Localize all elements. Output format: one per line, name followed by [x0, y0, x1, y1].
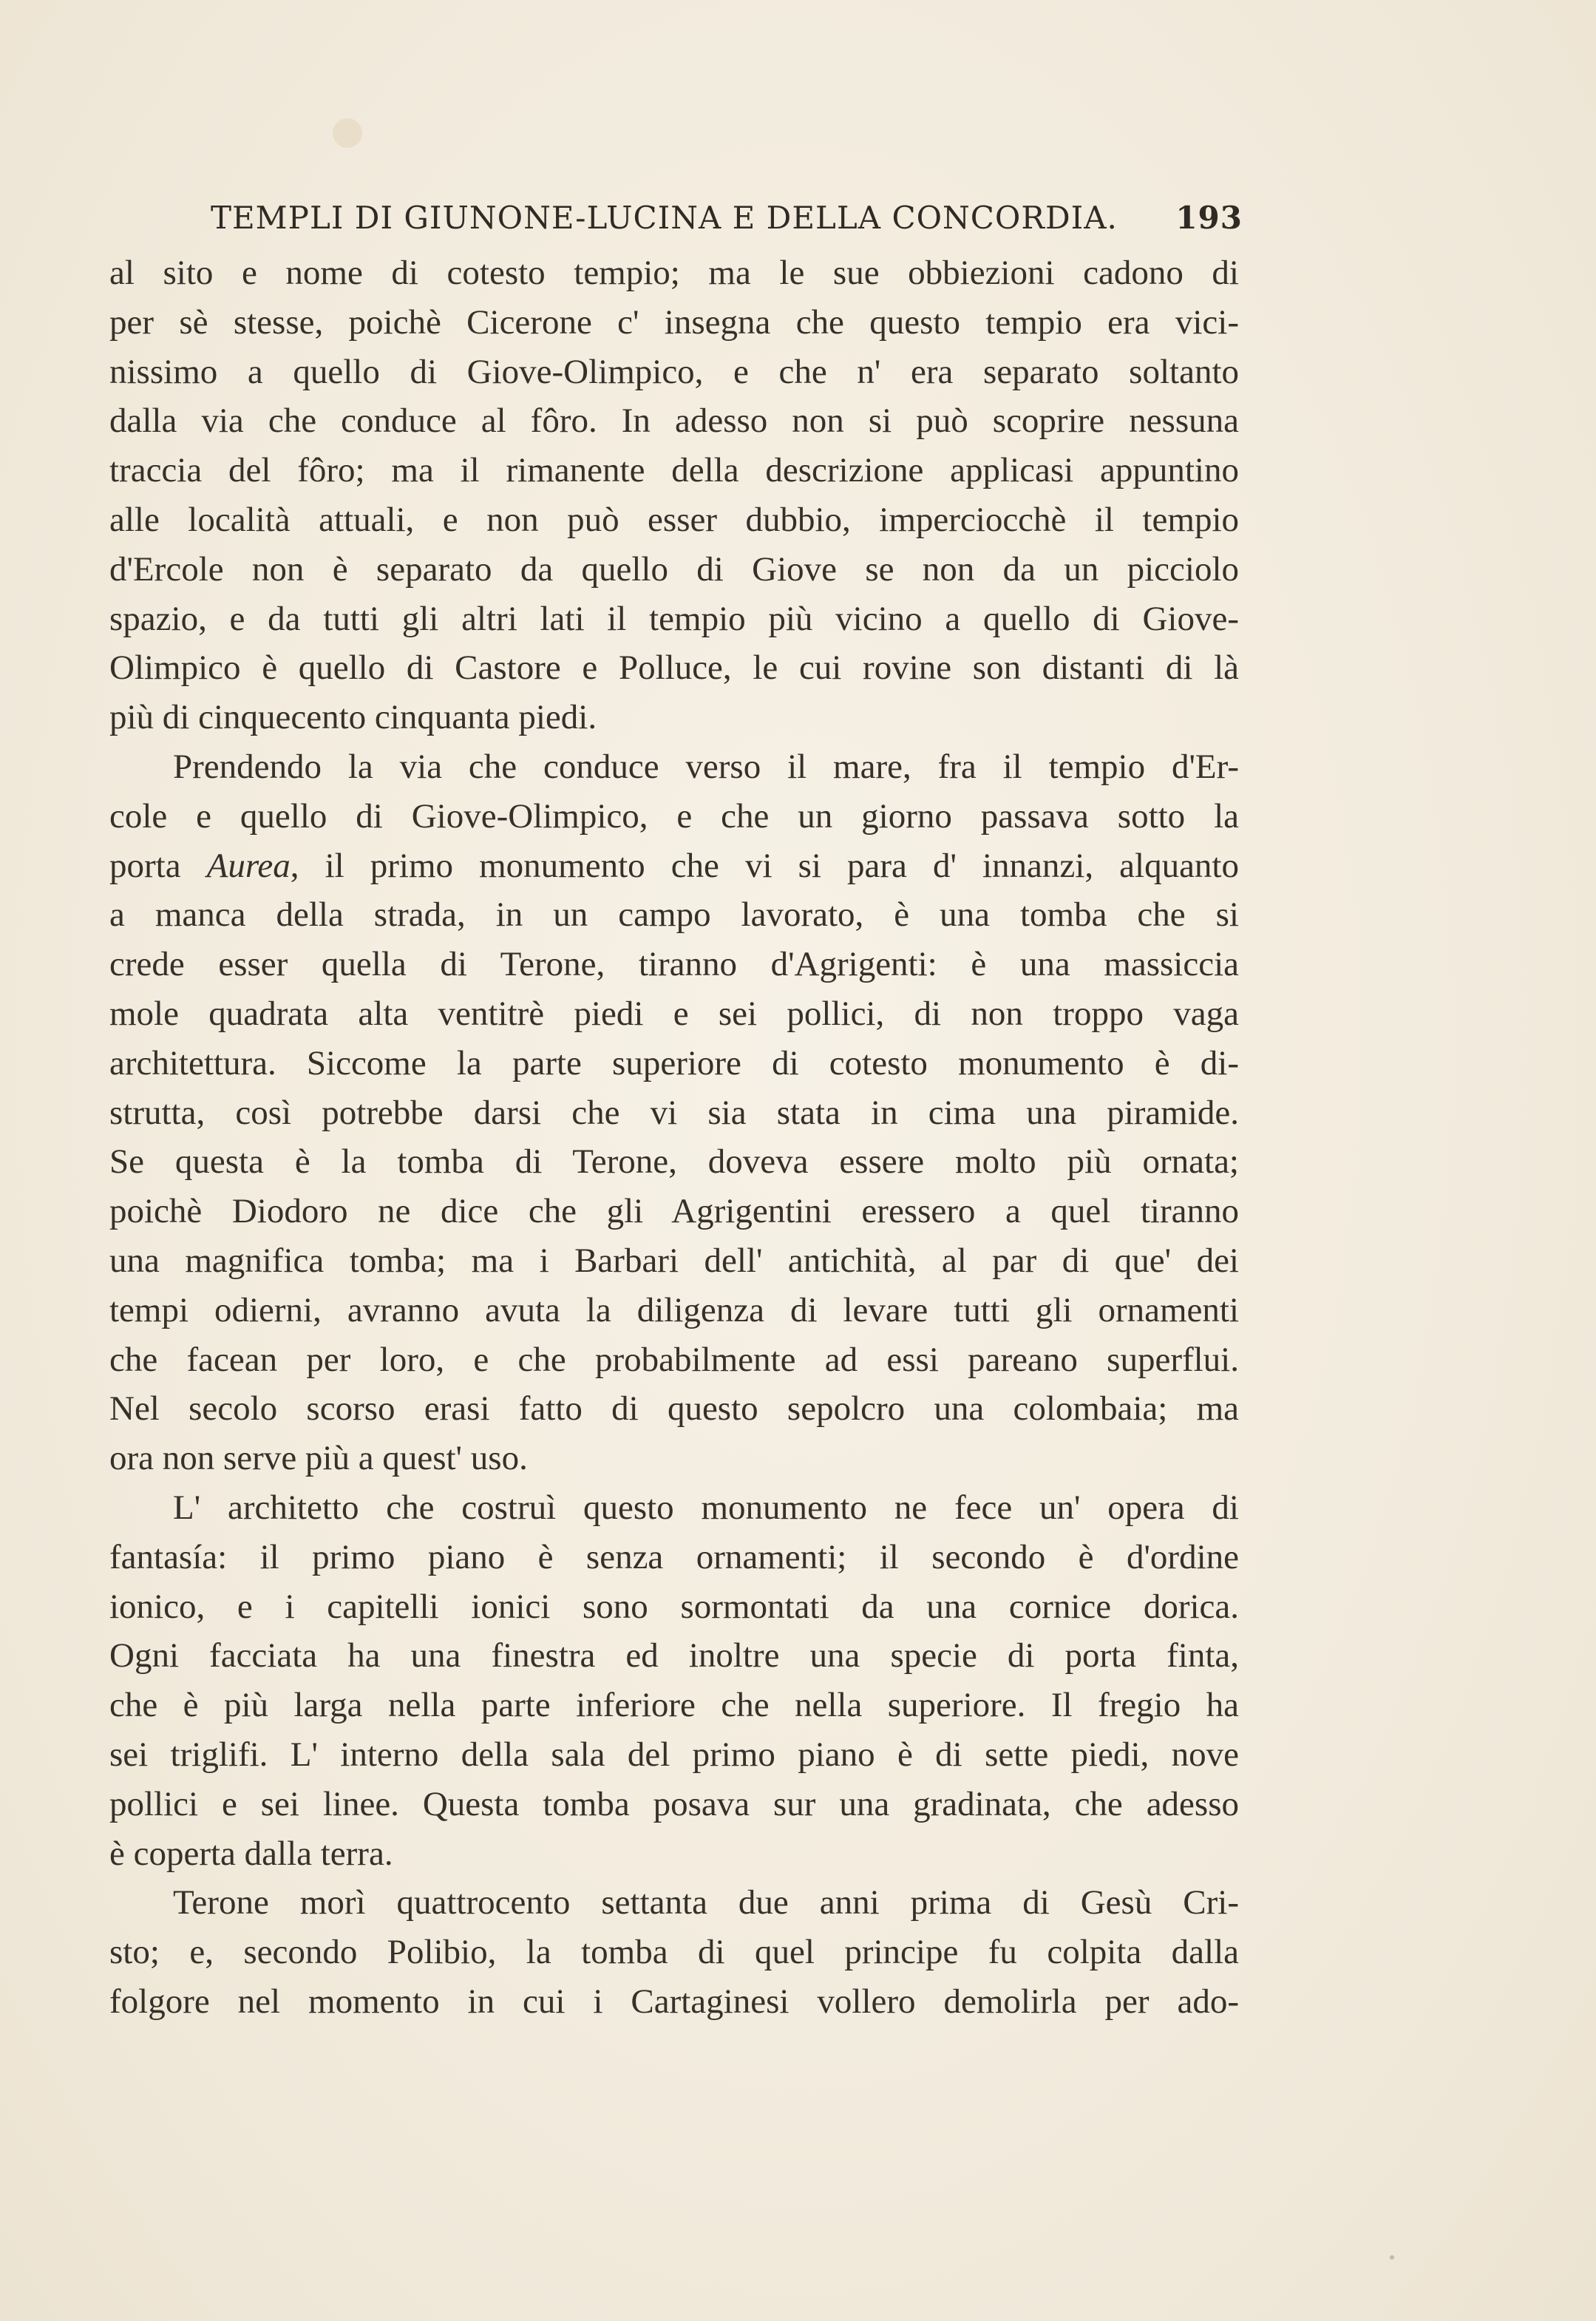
text-line: è coperta dalla terra. — [109, 1834, 393, 1873]
text-line: traccia del fôro; ma il rimanente della descrizione applicasi appuntino — [109, 451, 1239, 490]
text-line: folgore nel momento in cui i Cartaginesi vollero demolirla per ado- — [109, 1982, 1239, 2021]
italic-word: Aurea — [206, 846, 291, 885]
text-line: Nel secolo scorso erasi fatto di questo sepolcro una colombaia; ma — [109, 1389, 1239, 1429]
text-line: Se questa è la tomba di Terone, doveva essere molto più ornata; — [109, 1142, 1239, 1182]
text-line: pollici e sei linee. Questa tomba posava sur una gradinata, che adesso — [109, 1784, 1239, 1823]
text-line: L' architetto che costruì questo monumento ne fece un' opera di — [173, 1488, 1239, 1527]
text-line: una magnifica tomba; ma i Barbari dell' antichità, al par di que' dei — [109, 1241, 1239, 1280]
body-text — [109, 248, 1239, 2027]
text-line: dalla via che conduce al fôro. In adesso non si può scoprire nessuna — [109, 401, 1239, 441]
text-line: a manca della strada, in un campo lavorato, è una tomba che si — [109, 895, 1239, 935]
text-line: al sito e nome di cotesto tempio; ma le sue obbiezioni cadono di — [109, 254, 1239, 292]
paragraph-2 — [109, 742, 1239, 1483]
paragraph-3 — [109, 1483, 1239, 1878]
text-line: mole quadrata alta ventitrè piedi e sei pollici, di non troppo vaga — [109, 994, 1239, 1033]
running-head — [211, 200, 1243, 244]
text-line-italic-word: porta Aurea, il primo monumento che vi si para d' innanzi, alquanto — [109, 846, 1239, 885]
text-line: Olimpico è quello di Castore e Polluce, le cui rovine son distanti di là — [109, 648, 1239, 688]
text-line: ionico, e i capitelli ionici sono sormontati da una cornice dorica. — [109, 1587, 1239, 1626]
text-line: Ogni facciata ha una finestra ed inoltre una specie di porta finta, — [109, 1636, 1239, 1675]
text-line: strutta, così potrebbe darsi che vi sia stata in cima una piramide. — [109, 1093, 1239, 1132]
text-line: per sè stesse, poichè Cicerone c' insegna che questo tempio era vici- — [109, 302, 1239, 342]
text-line: Prendendo la via che conduce verso il mare, fra il tempio d'Er- — [173, 747, 1239, 786]
paragraph-4 — [109, 1878, 1239, 2026]
text-line: che facean per loro, e che probabilmente ad essi pareano superflui. — [109, 1340, 1239, 1379]
text-line: alle località attuali, e non può esser dubbio, imperciocchè il tempio — [109, 500, 1239, 539]
text-line: sei triglifi. L' interno della sala del primo piano è di sette piedi, nove — [109, 1735, 1239, 1774]
text-line: fantasía: il primo piano è senza ornamenti; il secondo è d'ordine — [109, 1537, 1239, 1576]
text-line: più di cinquecento cinquanta piedi. — [109, 698, 597, 737]
page-number: 193 — [1175, 200, 1243, 236]
text-line: che è più larga nella parte inferiore che nella superiore. Il fregio ha — [109, 1686, 1239, 1725]
text-line: tempi odierni, avranno avuta la diligenza di levare tutti gli ornamenti — [109, 1290, 1239, 1329]
text-line: nissimo a quello di Giove-Olimpico, e che n' era separato soltanto — [109, 352, 1239, 391]
ink-speck — [1390, 2255, 1394, 2260]
text-line: Terone morì quattrocento settanta due anni prima di Gesù Cri- — [173, 1883, 1239, 1922]
running-title: TEMPLI DI GIUNONE-LUCINA E DELLA CONCORDIA. — [211, 200, 1118, 236]
text-line: cole e quello di Giove-Olimpico, e che un giorno passava sotto la — [109, 796, 1239, 836]
text-line: ora non serve più a quest' uso. — [109, 1439, 528, 1478]
text-line: poichè Diodoro ne dice che gli Agrigentini eressero a quel tiranno — [109, 1192, 1239, 1231]
text-line: d'Ercole non è separato da quello di Giove se non da un picciolo — [109, 549, 1239, 589]
paragraph-1 — [109, 248, 1239, 742]
text-line: architettura. Siccome la parte superiore di cotesto monumento è di- — [109, 1043, 1239, 1082]
text-line: crede esser quella di Terone, tiranno d'Agrigenti: è una massiccia — [109, 945, 1239, 984]
text-line: spazio, e da tutti gli altri lati il tempio più vicino a quello di Giove- — [109, 599, 1239, 638]
paper-stain — [333, 118, 362, 148]
text-line: sto; e, secondo Polibio, la tomba di quel principe fu colpita dalla — [109, 1933, 1239, 1972]
